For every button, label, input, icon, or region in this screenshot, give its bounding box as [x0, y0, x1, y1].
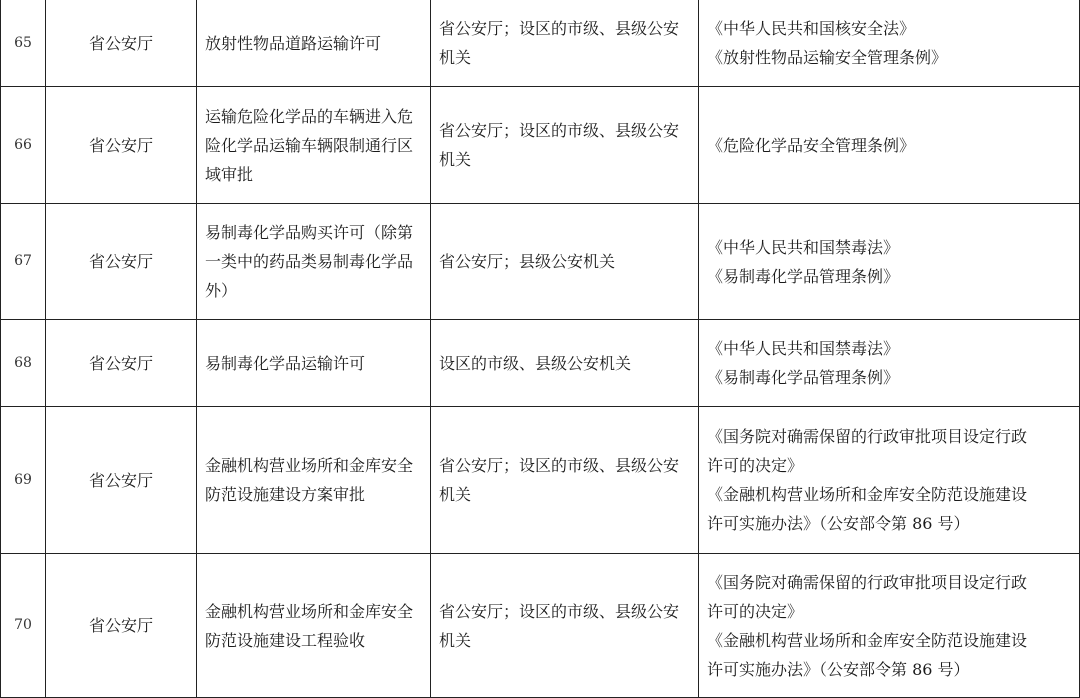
legal-basis-cell [699, 554, 1080, 698]
legal-basis-line: 《国务院对确需保留的行政审批项目设定行政 [707, 572, 1028, 592]
legal-basis-line: 《金融机构营业场所和金库安全防范设施建设 [707, 630, 1028, 650]
table-row [1, 0, 1080, 87]
department-cell: 省公安厅 [46, 320, 197, 407]
legal-basis-line: 《国务院对确需保留的行政审批项目设定行政 [707, 427, 1028, 446]
department-cell: 省公安厅 [46, 407, 197, 554]
row-number: 70 [1, 554, 46, 698]
department-cell: 省公安厅 [46, 204, 197, 320]
item-cell: 放射性物品道路运输许可 [197, 0, 431, 87]
legal-basis-line: 许可实施办法》（公安部令第 86 号） [707, 514, 970, 533]
legal-basis-cell [699, 87, 1080, 204]
legal-basis-line: 许可的决定》 [707, 601, 804, 621]
row-number: 68 [1, 320, 46, 407]
authority-cell: 省公安厅；设区的市级、县级公安机关 [431, 554, 699, 698]
row-number: 65 [1, 0, 46, 87]
legal-basis-cell [699, 0, 1080, 87]
item-cell: 运输危险化学品的车辆进入危险化学品运输车辆限制通行区域审批 [197, 87, 431, 204]
legal-basis-cell [699, 407, 1080, 554]
row-number: 67 [1, 204, 46, 320]
legal-basis-line: 《危险化学品安全管理条例》 [707, 135, 916, 155]
legal-basis-cell [699, 204, 1080, 320]
legal-basis-line: 《金融机构营业场所和金库安全防范设施建设 [707, 485, 1028, 504]
item-cell: 易制毒化学品运输许可 [197, 320, 431, 407]
department-cell: 省公安厅 [46, 87, 197, 204]
authority-cell: 省公安厅；设区的市级、县级公安机关 [431, 87, 699, 204]
legal-basis-cell [699, 320, 1080, 407]
table-row [1, 204, 1080, 320]
legal-basis-line: 许可的决定》 [707, 456, 804, 475]
row-number: 69 [1, 407, 46, 554]
table-row [1, 320, 1080, 407]
legal-basis-line: 《中华人民共和国核安全法》 [707, 19, 916, 38]
item-cell: 金融机构营业场所和金库安全防范设施建设工程验收 [197, 554, 431, 698]
table-row [1, 554, 1080, 698]
legal-basis-line: 《易制毒化学品管理条例》 [707, 368, 900, 387]
row-number: 66 [1, 87, 46, 204]
authority-cell: 省公安厅；设区的市级、县级公安机关 [431, 407, 699, 554]
legal-basis-line: 《中华人民共和国禁毒法》 [707, 237, 900, 257]
table-row [1, 407, 1080, 554]
item-cell: 易制毒化学品购买许可（除第一类中的药品类易制毒化学品外） [197, 204, 431, 320]
table-row [1, 87, 1080, 204]
legal-basis-line: 《中华人民共和国禁毒法》 [707, 339, 900, 358]
legal-basis-line: 《易制毒化学品管理条例》 [707, 266, 900, 286]
legal-basis-line: 《放射性物品运输安全管理条例》 [707, 48, 948, 67]
authority-cell: 设区的市级、县级公安机关 [431, 320, 699, 407]
item-cell: 金融机构营业场所和金库安全防范设施建设方案审批 [197, 407, 431, 554]
legal-basis-line: 许可实施办法》（公安部令第 86 号） [707, 659, 970, 679]
authority-cell: 省公安厅；县级公安机关 [431, 204, 699, 320]
department-cell: 省公安厅 [46, 554, 197, 698]
department-cell: 省公安厅 [46, 0, 197, 87]
authority-cell: 省公安厅；设区的市级、县级公安机关 [431, 0, 699, 87]
